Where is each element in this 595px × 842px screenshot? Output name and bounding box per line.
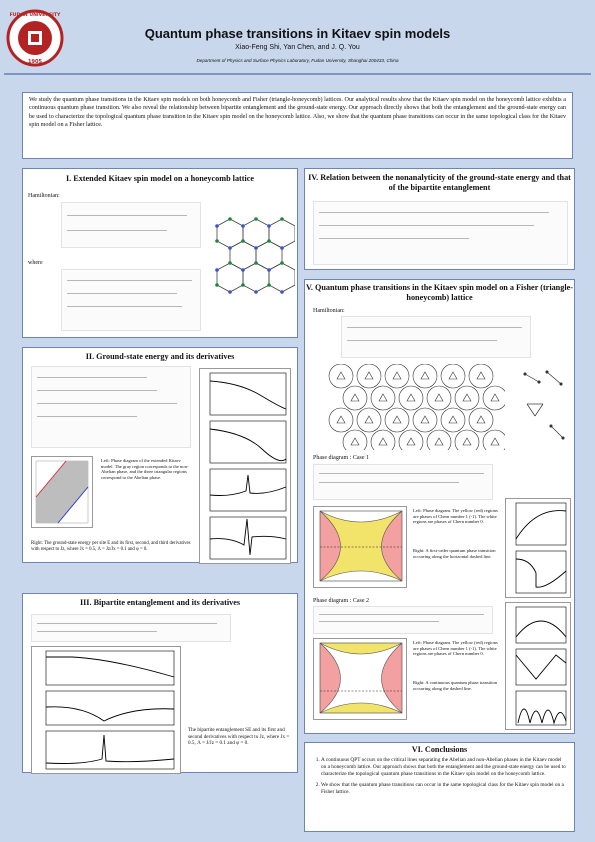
relation-equations xyxy=(313,201,568,265)
section-title: VI. Conclusions xyxy=(411,745,468,754)
energy-equations xyxy=(31,366,191,448)
conclusion-item: 1. A continuous QPT occurs on the critical lines separating the Abelian and non-Abelian phases in the Kitaev model on a honeycomb lattice. Our approach shows that both the entanglement and the ground-state energy can be used to characterize the topological quantum phase transitions in the Kitaev spin model on the honeycomb lattice. xyxy=(321,757,566,778)
fisher-lattice-cell xyxy=(343,430,367,450)
fisher-lattice-cell xyxy=(483,386,505,410)
energy-caption: Right: The ground-state energy per site E and its first, second, and third derivatives with respect to Jz, where Jx = 0.5, Λ = Jz/Jx = 0.1 and φ = 0. xyxy=(31,541,191,552)
case2-equations xyxy=(313,606,493,634)
svg-text:1905: 1905 xyxy=(28,59,42,65)
fisher-lattice-triangle xyxy=(463,438,471,445)
section-title: IV. Relation between the nonanalyticity of the ground-state energy and that of the bipartite entanglement xyxy=(308,173,571,192)
fisher-lattice-cell xyxy=(343,386,367,410)
fisher-lattice-cell xyxy=(399,430,423,450)
fisher-lattice-cell xyxy=(371,430,395,450)
header-divider xyxy=(4,73,591,75)
fisher-unit-cell-figure xyxy=(517,364,572,450)
fisher-lattice-triangle xyxy=(351,438,359,445)
fisher-lattice-triangle xyxy=(365,372,373,379)
case1-phase-diagram xyxy=(313,506,407,588)
section-fisher-lattice xyxy=(304,279,575,734)
svg-text:FUDAN UNIVERSITY: FUDAN UNIVERSITY xyxy=(9,13,61,18)
effective-hamiltonian-equation xyxy=(61,269,201,331)
case1-label: Phase diagram : Case 1 xyxy=(313,455,369,461)
fisher-lattice-cell xyxy=(329,364,353,388)
fisher-lattice-figure xyxy=(325,364,505,450)
fisher-lattice-cell xyxy=(413,364,437,388)
fisher-lattice-triangle xyxy=(421,416,429,423)
fisher-lattice-triangle xyxy=(449,372,457,379)
entanglement-caption: The bipartite entanglement SE and its first and second derivatives with respect to Jz, where Jx = 0.5, Λ = J/Jz = 0.1 and φ = 0. xyxy=(188,727,290,746)
case2-phase-diagram xyxy=(313,638,407,720)
fisher-lattice-cell xyxy=(371,386,395,410)
hamiltonian-label: Hamiltonian: xyxy=(313,308,345,314)
fisher-lattice-cell xyxy=(329,408,353,432)
fisher-lattice-cell xyxy=(469,408,493,432)
fisher-lattice-triangle xyxy=(351,394,359,401)
entanglement-equation xyxy=(31,614,231,642)
fisher-lattice-triangle xyxy=(365,416,373,423)
fisher-lattice-triangle xyxy=(449,416,457,423)
section-title: II. Ground-state energy and its derivatives xyxy=(85,352,235,361)
hamiltonian-label: Hamiltonian: xyxy=(28,193,60,199)
fisher-lattice-cell xyxy=(469,364,493,388)
fisher-lattice-triangle xyxy=(393,372,401,379)
hamiltonian-equation xyxy=(61,202,201,248)
section-entanglement xyxy=(22,593,298,773)
case2-right-caption: Right: A continuous quantum phase transition occurring along the dashed line. xyxy=(413,680,498,691)
fisher-lattice-triangle xyxy=(463,394,471,401)
honeycomb-lattice-figure xyxy=(205,207,295,317)
extended-kitaev-phase-diagram xyxy=(31,456,93,528)
abstract-box: We study the quantum phase transitions in the Kitaev spin models on both honeycomb and Fisher (triangle-honeycomb) lattices. Our analytical results show that the Kitaev spin model on the honeycomb lattice exhibits a continuous quantum phase transition. We also reveal the relationship between bipartite entanglement and the ground-state energy. Our approach directly shows that both the entanglement and the ground-state energy can be used to characterize the topological quantum phase transition in the Kitaev spin model on the honeycomb lattice. Also, we show that the quantum phase transitions can occur in the same topological class for the Kitaev spin model on a Fisher lattice. xyxy=(22,92,573,159)
section-title: V. Quantum phase transitions in the Kitaev spin model on a Fisher (triangle-honeycomb) lattice xyxy=(306,283,573,302)
entanglement-plots xyxy=(31,646,181,774)
section-extended-kitaev xyxy=(22,168,298,338)
case1-right-caption: Right: A first-order quantum phase transition occurring along the horizontal dashed line. xyxy=(413,548,496,559)
fisher-lattice-cell xyxy=(357,408,381,432)
fisher-lattice-cell xyxy=(357,364,381,388)
section-title: III. Bipartite entanglement and its derivatives xyxy=(79,598,241,607)
fisher-lattice-cell xyxy=(385,408,409,432)
poster-authors: Xiao-Feng Shi, Yan Chen, and J. Q. You xyxy=(235,44,360,51)
section-conclusions xyxy=(304,742,575,832)
fisher-lattice-triangle xyxy=(491,438,499,445)
fisher-lattice-triangle xyxy=(435,438,443,445)
fisher-lattice-cell xyxy=(399,386,423,410)
where-label: where xyxy=(28,260,43,266)
fisher-lattice-triangle xyxy=(337,372,345,379)
fisher-lattice-triangle xyxy=(407,394,415,401)
fisher-lattice-triangle xyxy=(421,372,429,379)
conclusion-item: 2. We show that the quantum phase transitions can occur in the same topological class for the Kitaev spin model on a Fisher lattice. xyxy=(321,782,566,796)
fisher-lattice-cell xyxy=(413,408,437,432)
fisher-hamiltonian-equation xyxy=(341,316,531,358)
energy-derivative-plots xyxy=(199,368,291,564)
case2-caption: Left: Phase diagram. The yellow (red) regions are phases of Chern number 1 (-1). The white regions are phases of Chern number 0. xyxy=(413,640,498,657)
conclusions-list xyxy=(305,755,574,797)
case1-equations xyxy=(313,464,493,500)
fisher-lattice-triangle xyxy=(477,416,485,423)
poster-affiliation: Department of Physics and Surface Physics Laboratory, Fudan University, Shanghai 200433, China xyxy=(196,58,399,63)
fisher-lattice-triangle xyxy=(393,416,401,423)
case1-caption: Left: Phase diagram. The yellow (red) regions are phases of Chern number 1 (-1). The white regions are phases of Chern number 0. xyxy=(413,508,498,525)
fisher-lattice-triangle xyxy=(379,438,387,445)
section-title: I. Extended Kitaev spin model on a honeycomb lattice xyxy=(65,174,255,183)
fisher-lattice-cell xyxy=(441,364,465,388)
case1-energy-plots xyxy=(505,498,571,598)
section-ground-state-energy xyxy=(22,347,298,563)
fisher-lattice-triangle xyxy=(379,394,387,401)
fisher-lattice-cell xyxy=(455,386,479,410)
fisher-lattice-cell xyxy=(385,364,409,388)
fisher-lattice-triangle xyxy=(477,372,485,379)
section-relation xyxy=(304,168,575,270)
fisher-lattice-cell xyxy=(427,430,451,450)
fisher-lattice-cell xyxy=(441,408,465,432)
fisher-lattice-triangle xyxy=(337,416,345,423)
fisher-lattice-triangle xyxy=(407,438,415,445)
fisher-lattice-cell xyxy=(455,430,479,450)
fisher-lattice-triangle xyxy=(491,394,499,401)
fisher-lattice-cell xyxy=(427,386,451,410)
poster-title: Quantum phase transitions in Kitaev spin models xyxy=(144,26,451,41)
case2-label: Phase diagram : Case 2 xyxy=(313,598,369,604)
case2-energy-plots xyxy=(505,602,571,730)
fisher-lattice-triangle xyxy=(435,394,443,401)
phase-diagram-caption: Left: Phase diagram of the extended Kitaev model. The gray region corresponds to the non-Abelian phase, and the three triangular regions correspond to the Abelian phase. xyxy=(101,458,189,481)
